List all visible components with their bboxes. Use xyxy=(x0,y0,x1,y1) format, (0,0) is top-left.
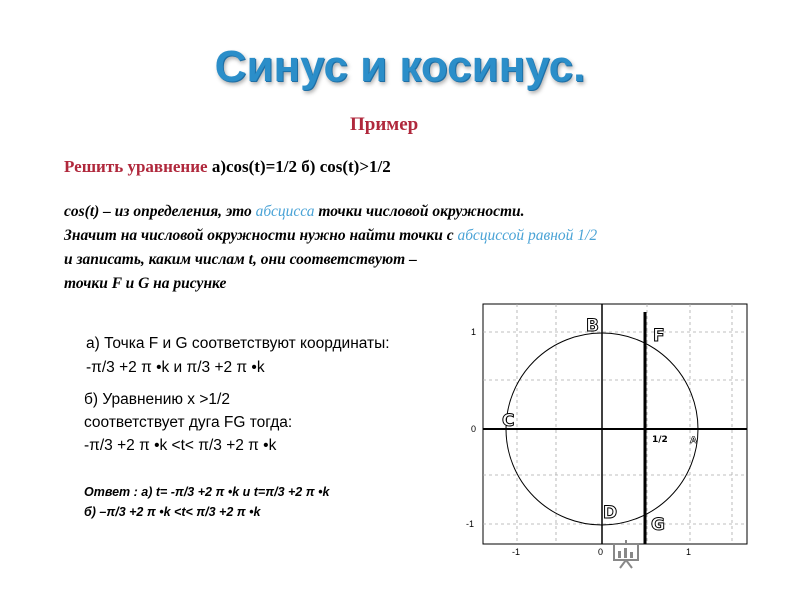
point-d-label: D xyxy=(603,503,618,523)
x-tick-0: 0 xyxy=(598,547,604,557)
final-answer-line-2: б) –π/3 +2 π •k <t< π/3 +2 π •k xyxy=(84,505,261,519)
explanation-line-1-highlight: абсцисса xyxy=(255,203,315,220)
explanation-block xyxy=(64,200,794,296)
explanation-line-2-highlight: абсциссой равной 1/2 xyxy=(457,227,598,244)
y-tick-minus-1: -1 xyxy=(466,519,475,529)
unit-circle-diagram xyxy=(460,300,760,560)
answer-b-block xyxy=(84,388,292,457)
explanation-line-4: точки F и G на рисунке xyxy=(64,275,227,292)
explanation-line-3: и записать, каким числам t, они соответствуют – xyxy=(64,251,417,268)
page-title: Синус и косинус. xyxy=(214,42,586,91)
answer-b-line-1: б) Уравнению x >1/2 xyxy=(84,391,230,408)
task-text: а)cos(t)=1/2 б) cos(t)>1/2 xyxy=(207,157,391,176)
explanation-line-2-a: Значит на числовой окружности нужно найти точки с xyxy=(64,227,458,244)
answer-a-line-2: -π/3 +2 π •k и π/3 +2 π •k xyxy=(86,359,265,376)
point-c-label: C xyxy=(502,411,515,431)
task-lead: Решить уравнение xyxy=(64,157,208,176)
point-a-label: A xyxy=(690,436,697,446)
half-label: 1/2 xyxy=(652,435,668,445)
presentation-icon xyxy=(612,538,642,570)
final-answer-line-1: Ответ : а) t= -π/3 +2 π •k и t=π/3 +2 π •k xyxy=(84,485,330,499)
explanation-line-2 xyxy=(64,224,794,248)
x-tick-1: 1 xyxy=(686,547,692,557)
point-b-label: B xyxy=(586,316,599,336)
point-f-label: F xyxy=(653,326,665,346)
answer-a-block xyxy=(86,332,390,380)
y-tick-0: 0 xyxy=(471,424,477,434)
point-g-label: G xyxy=(651,515,665,535)
answer-b-line-2: соответствует дуга FG тогда: xyxy=(84,414,293,431)
explanation-line-1 xyxy=(64,200,794,224)
x-tick-minus-1: -1 xyxy=(512,547,521,557)
explanation-line-1-b: точки числовой окружности. xyxy=(314,203,525,220)
explanation-line-1-a: cos(t) – из определения, это xyxy=(64,203,256,220)
answer-a-line-1: а) Точка F и G соответствуют координаты: xyxy=(86,335,390,352)
answer-b-line-3: -π/3 +2 π •k <t< π/3 +2 π •k xyxy=(84,437,277,454)
page-subtitle: Пример xyxy=(350,114,419,135)
final-answer-block xyxy=(84,482,329,522)
task-statement xyxy=(64,157,391,177)
y-tick-1: 1 xyxy=(471,327,477,337)
